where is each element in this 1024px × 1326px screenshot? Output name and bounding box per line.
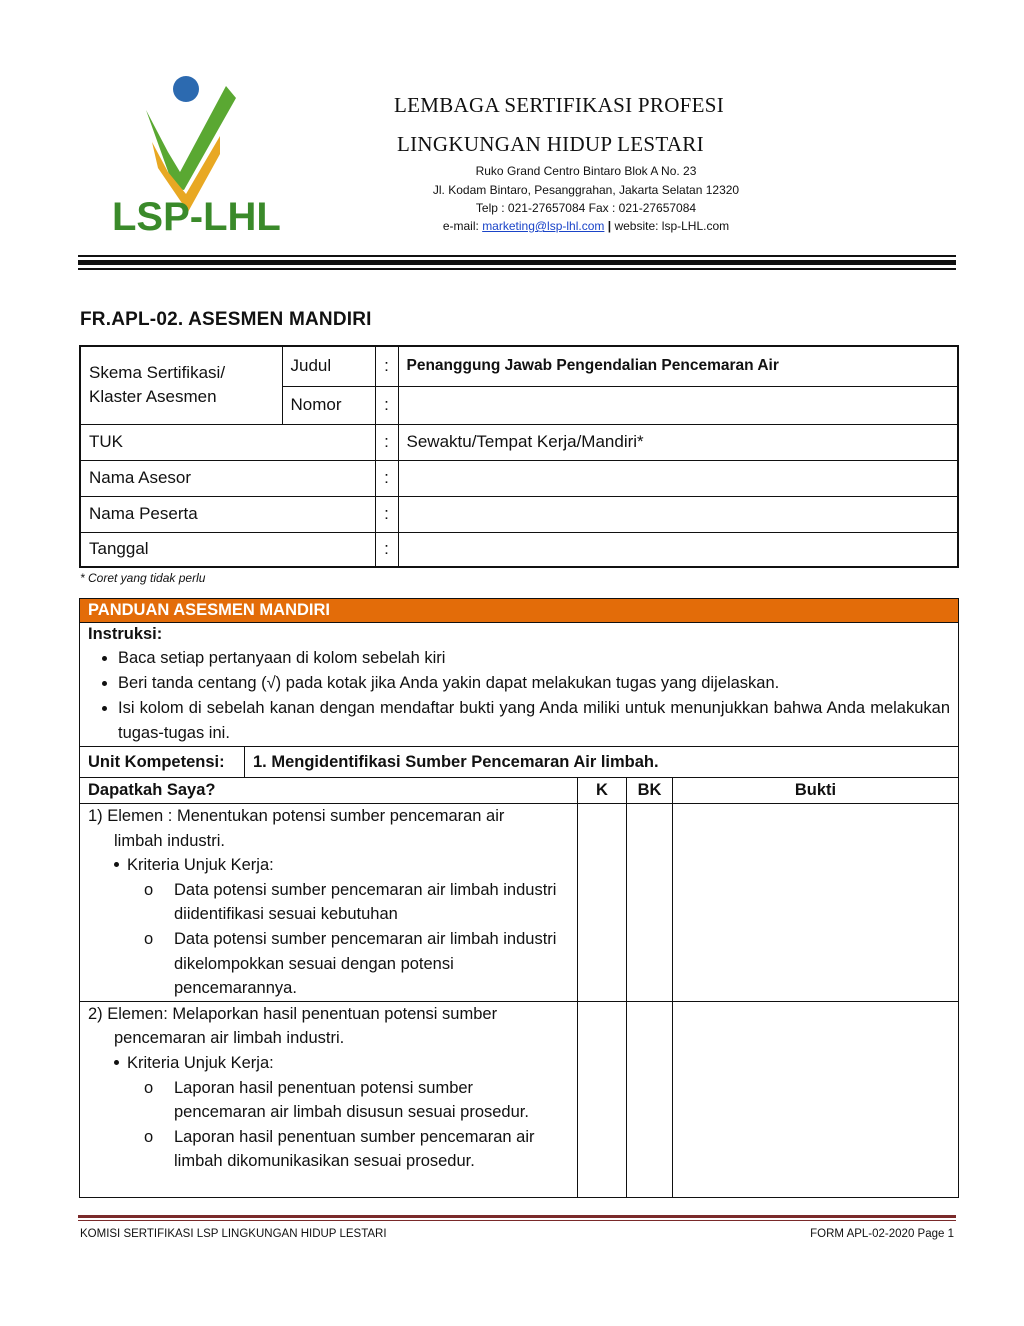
identity-table bbox=[79, 345, 959, 568]
peserta-label: Nama Peserta bbox=[80, 496, 375, 532]
form-title: FR.APL-02. ASESMEN MANDIRI bbox=[80, 309, 372, 330]
k-checkbox[interactable] bbox=[578, 1001, 627, 1197]
criteria-item: Laporan hasil penentuan potensi sumber pencemaran air limbah disusun sesuai prosedur. bbox=[174, 1078, 529, 1122]
guide-heading: PANDUAN ASESMEN MANDIRI bbox=[80, 599, 959, 623]
judul-value[interactable]: Penanggung Jawab Pengendalian Pencemaran Air bbox=[398, 346, 958, 386]
tuk-value[interactable]: Sewaktu/Tempat Kerja/Mandiri* bbox=[398, 424, 958, 460]
logo-text: LSP-LHL bbox=[112, 195, 281, 239]
unit-value: 1. Mengidentifikasi Sumber Pencemaran Air limbah. bbox=[245, 747, 959, 778]
instructions-title: Instruksi: bbox=[88, 625, 163, 643]
lsp-lhl-logo bbox=[108, 72, 283, 242]
colon: : bbox=[375, 386, 398, 424]
judul-label: Judul bbox=[282, 346, 375, 386]
separator: | bbox=[604, 219, 615, 233]
criteria-item: Data potensi sumber pencemaran air limbah industri dikelompokkan sesuai dengan potensi pencemarannya. bbox=[174, 929, 557, 998]
instruction-item: • Beri tanda centang (√) pada kotak jika Anda yakin dapat melakukan tugas yang dijelaskan. bbox=[118, 671, 950, 696]
colon: : bbox=[375, 532, 398, 567]
contact-line bbox=[376, 219, 796, 233]
address-line1: Ruko Grand Centro Bintaro Blok A No. 23 bbox=[475, 164, 697, 178]
footer-right: FORM APL-02-2020 Page 1 bbox=[810, 1228, 954, 1240]
colon: : bbox=[375, 496, 398, 532]
tanggal-value[interactable] bbox=[398, 532, 958, 567]
guide-table bbox=[79, 598, 959, 1198]
footer-rule-thin bbox=[78, 1220, 956, 1221]
instructions-list bbox=[88, 646, 950, 746]
asesor-label: Nama Asesor bbox=[80, 460, 375, 496]
element-title: 2) Elemen: Melaporkan hasil penentuan potensi sumber bbox=[88, 1004, 498, 1023]
circle-bullet-icon: o bbox=[144, 1078, 154, 1097]
bullet-icon bbox=[114, 1060, 119, 1065]
criteria-item: Data potensi sumber pencemaran air limbah industri diidentifikasi sesuai kebutuhan bbox=[174, 880, 557, 924]
col-header-k: K bbox=[578, 778, 627, 804]
footer-left: KOMISI SERTIFIKASI LSP LINGKUNGAN HIDUP LESTARI bbox=[80, 1228, 387, 1240]
element-row-1 bbox=[80, 804, 578, 1002]
address-line2: Jl. Kodam Bintaro, Pesanggrahan, Jakarta Selatan 12320 bbox=[432, 183, 740, 197]
unit-label: Unit Kompetensi: bbox=[80, 747, 245, 778]
k-checkbox[interactable] bbox=[578, 804, 627, 1002]
circle-bullet-icon: o bbox=[144, 880, 154, 899]
header-rule-middle bbox=[78, 260, 956, 265]
criteria-item: Laporan hasil penentuan sumber pencemaran air limbah dikomunikasikan sesuai prosedur. bbox=[174, 1127, 535, 1171]
kuk-label: Kriteria Unjuk Kerja: bbox=[127, 856, 274, 875]
element-title-cont: limbah industri. bbox=[114, 831, 225, 850]
asesor-value[interactable] bbox=[398, 460, 958, 496]
org-name-line1: LEMBAGA SERTIFIKASI PROFESI bbox=[394, 93, 725, 117]
col-header-question: Dapatkah Saya? bbox=[80, 778, 578, 804]
org-name-line2: LINGKUNGAN HIDUP LESTARI bbox=[397, 132, 704, 156]
instruction-item: • Baca setiap pertanyaan di kolom sebelah kiri bbox=[118, 646, 950, 671]
col-header-bukti: Bukti bbox=[673, 778, 959, 804]
nomor-label: Nomor bbox=[282, 386, 375, 424]
instruction-item: • Isi kolom di sebelah kanan dengan mendaftar bukti yang Anda miliki untuk menunjukkan bahwa Anda melakukan tugas-tugas ini. bbox=[118, 696, 950, 746]
nomor-value[interactable] bbox=[398, 386, 958, 424]
bk-checkbox[interactable] bbox=[627, 804, 673, 1002]
tanggal-label: Tanggal bbox=[80, 532, 375, 567]
kuk-label: Kriteria Unjuk Kerja: bbox=[127, 1053, 274, 1072]
bk-checkbox[interactable] bbox=[627, 1001, 673, 1197]
colon: : bbox=[375, 460, 398, 496]
header-rule-top bbox=[78, 255, 956, 257]
bukti-cell[interactable] bbox=[673, 1001, 959, 1197]
colon: : bbox=[375, 346, 398, 386]
bullet-icon bbox=[114, 862, 119, 867]
logo-emblem-icon bbox=[108, 72, 283, 242]
element-row-2 bbox=[80, 1001, 578, 1197]
email-link[interactable]: marketing@lsp-lhl.com bbox=[482, 219, 605, 233]
element-title: 1) Elemen : Menentukan potensi sumber pencemaran air bbox=[88, 807, 505, 825]
circle-bullet-icon: o bbox=[144, 1127, 154, 1146]
element-title-cont: pencemaran air limbah industri. bbox=[114, 1029, 345, 1048]
col-header-bk: BK bbox=[627, 778, 673, 804]
email-label: e-mail: bbox=[442, 219, 483, 233]
circle-bullet-icon: o bbox=[144, 929, 154, 948]
header-rule-bottom bbox=[78, 268, 956, 270]
skema-label: Skema Sertifikasi/ Klaster Asesmen bbox=[80, 346, 282, 424]
bukti-cell[interactable] bbox=[673, 804, 959, 1002]
tuk-label: TUK bbox=[80, 424, 375, 460]
footnote: * Coret yang tidak perlu bbox=[80, 571, 206, 585]
website-text: website: lsp-LHL.com bbox=[614, 219, 730, 233]
footer-rule bbox=[78, 1215, 956, 1218]
phone-fax: Telp : 021-27657084 Fax : 021-27657084 bbox=[475, 201, 697, 215]
colon: : bbox=[375, 424, 398, 460]
peserta-value[interactable] bbox=[398, 496, 958, 532]
